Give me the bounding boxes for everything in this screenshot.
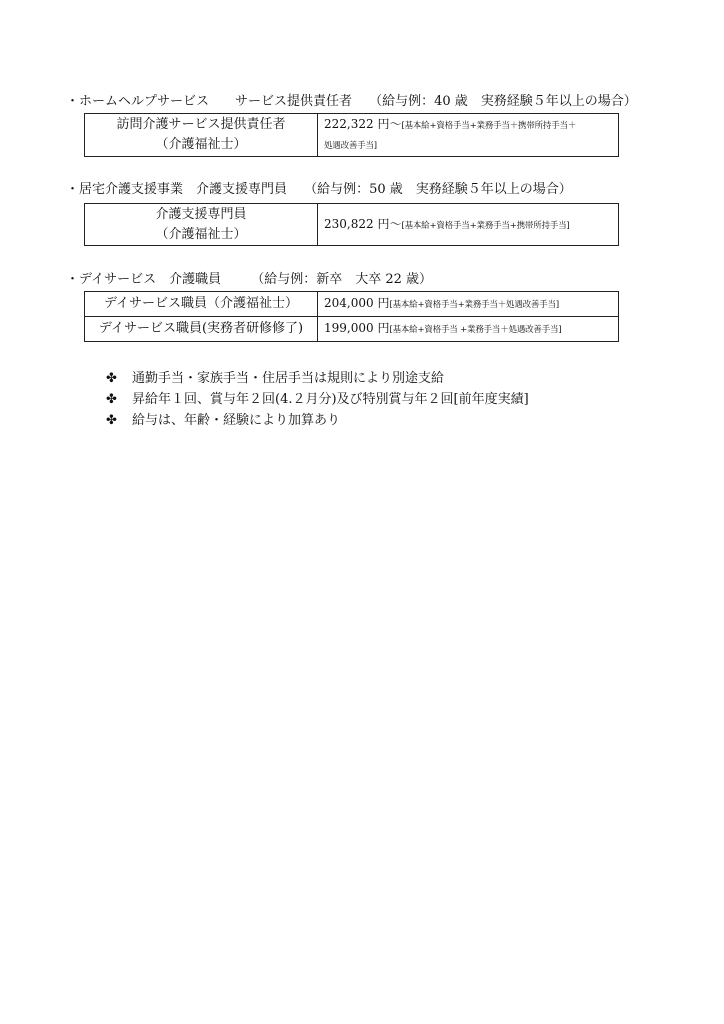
salary-amount: 199,000 円 [324,321,390,335]
salary-table-home-help [84,113,619,157]
section-heading-home-help: ・ホームヘルプサービス サービス提供責任者 （給与例：40 歳 実務経験５年以上の場合） [66,94,637,109]
note-text: 昇給年１回、賞与年２回(4.２月分)及び特別賞与年２回[前年度実績] [132,392,529,407]
notes-list [106,368,529,431]
job-title: デイサービス職員（介護福祉士） [103,296,299,311]
salary-cell [318,204,619,246]
job-title: デイサービス職員(実務者研修修了) [98,321,304,336]
qualification: （介護福祉士） [155,226,247,242]
table-row [85,317,619,342]
note-text: 給与は、年齢・経験により加算あり [132,413,341,428]
salary-breakdown: [基本給+資格手当 +業務手当＋処遇改善手当] [389,325,562,335]
qualification: （介護福祉士） [155,137,247,152]
salary-breakdown: [基本給+資格手当+業務手当＋処遇改善手当] [389,300,559,310]
list-item [106,368,529,389]
section-heading-day-service: ・デイサービス 介護職員 （給与例：新卒 大卒 22 歳） [66,272,433,287]
salary-amount: 222,322 円～ [324,117,402,131]
table-row [85,114,619,157]
section-heading-care-support: ・居宅介護支援事業 介護支援専門員 （給与例：50 歳 実務経験５年以上の場合） [66,182,572,197]
salary-breakdown: [基本給+資格手当+業務手当+携帯所持手当] [401,220,570,231]
job-title: 介護支援専門員 [155,206,247,222]
table-row [85,204,619,246]
salary-table-day-service [84,291,619,342]
four-petal-cross-icon: ✤ [106,413,117,428]
salary-cell [318,114,619,157]
note-text: 通勤手当・家族手当・住居手当は規則により別途支給 [132,371,445,386]
list-item [106,410,529,431]
job-title-cell [85,204,318,246]
salary-amount: 230,822 円～ [324,216,402,231]
list-item [106,389,529,410]
four-petal-cross-icon: ✤ [106,371,117,386]
job-title: 訪問介護サービス提供責任者 [116,117,286,132]
salary-amount: 204,000 円 [324,296,390,310]
salary-cell [318,292,619,317]
salary-breakdown: [基本給+資格手当+業務手当＋携帯所持手当＋ [401,121,577,131]
salary-cell [318,317,619,342]
four-petal-cross-icon: ✤ [106,392,117,407]
salary-breakdown-continued: 処遇改善手当] [324,141,377,151]
table-row [85,292,619,317]
salary-table-care-support [84,203,619,246]
job-title-cell [85,292,318,317]
job-title-cell [85,317,318,342]
job-title-cell [85,114,318,157]
